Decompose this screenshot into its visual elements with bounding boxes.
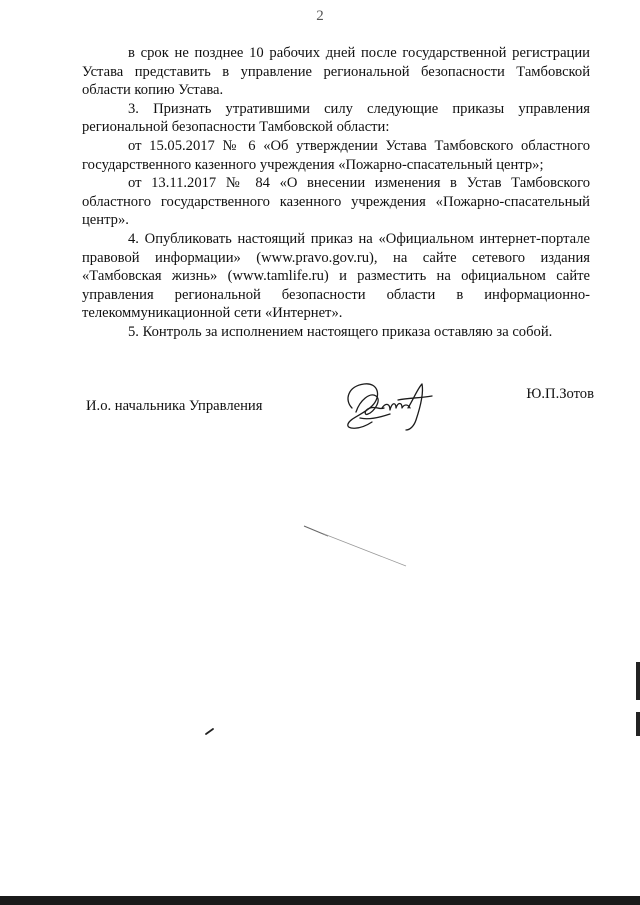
paragraph-item-4: 4. Опубликовать настоящий приказ на «Официальном интернет-портале правовой информации» (www.pravo.gov.ru), на сайте сетевого издания «Тамбовская жизнь» (www.tamlife.ru) и разместить на официальном сайте управления региональной безопасности области в информационно-телекоммуникационной сети «Интернет».: [82, 230, 590, 322]
paragraph-item-5: 5. Контроль за исполнением настоящего приказа оставляю за собой.: [128, 323, 553, 340]
signature-block: [86, 378, 594, 438]
paragraph-order-84: от 13.11.2017 № 84 «О внесении изменения в Устав Тамбовского областного государственного казенного учреждения «Пожарно-спасательный центр».: [82, 175, 590, 229]
scan-edge-mark: [636, 712, 640, 736]
handwritten-signature: [338, 378, 438, 434]
signatory-name: Ю.П.Зотов: [526, 386, 594, 402]
page-number: 2: [316, 8, 324, 24]
signatory-title: И.о. начальника Управления: [86, 398, 263, 414]
paragraph-item-3: 3. Признать утратившими силу следующие приказы управления региональной безопасности Тамбовской области:: [82, 100, 590, 136]
document-body: [82, 44, 590, 342]
paragraph-deadline: в срок не позднее 10 рабочих дней после государственной регистрации Устава представить в управление региональной безопасности Тамбовской области копию Устава.: [82, 45, 590, 99]
paragraph-order-6: от 15.05.2017 № 6 «Об утверждении Устава Тамбовского областного государственного казенного учреждения «Пожарно-спасательный центр»;: [82, 137, 590, 173]
scan-edge-mark: [636, 662, 640, 700]
scan-bottom-edge: [0, 896, 640, 905]
scan-streak: [300, 520, 410, 570]
scan-speck: [204, 726, 216, 736]
